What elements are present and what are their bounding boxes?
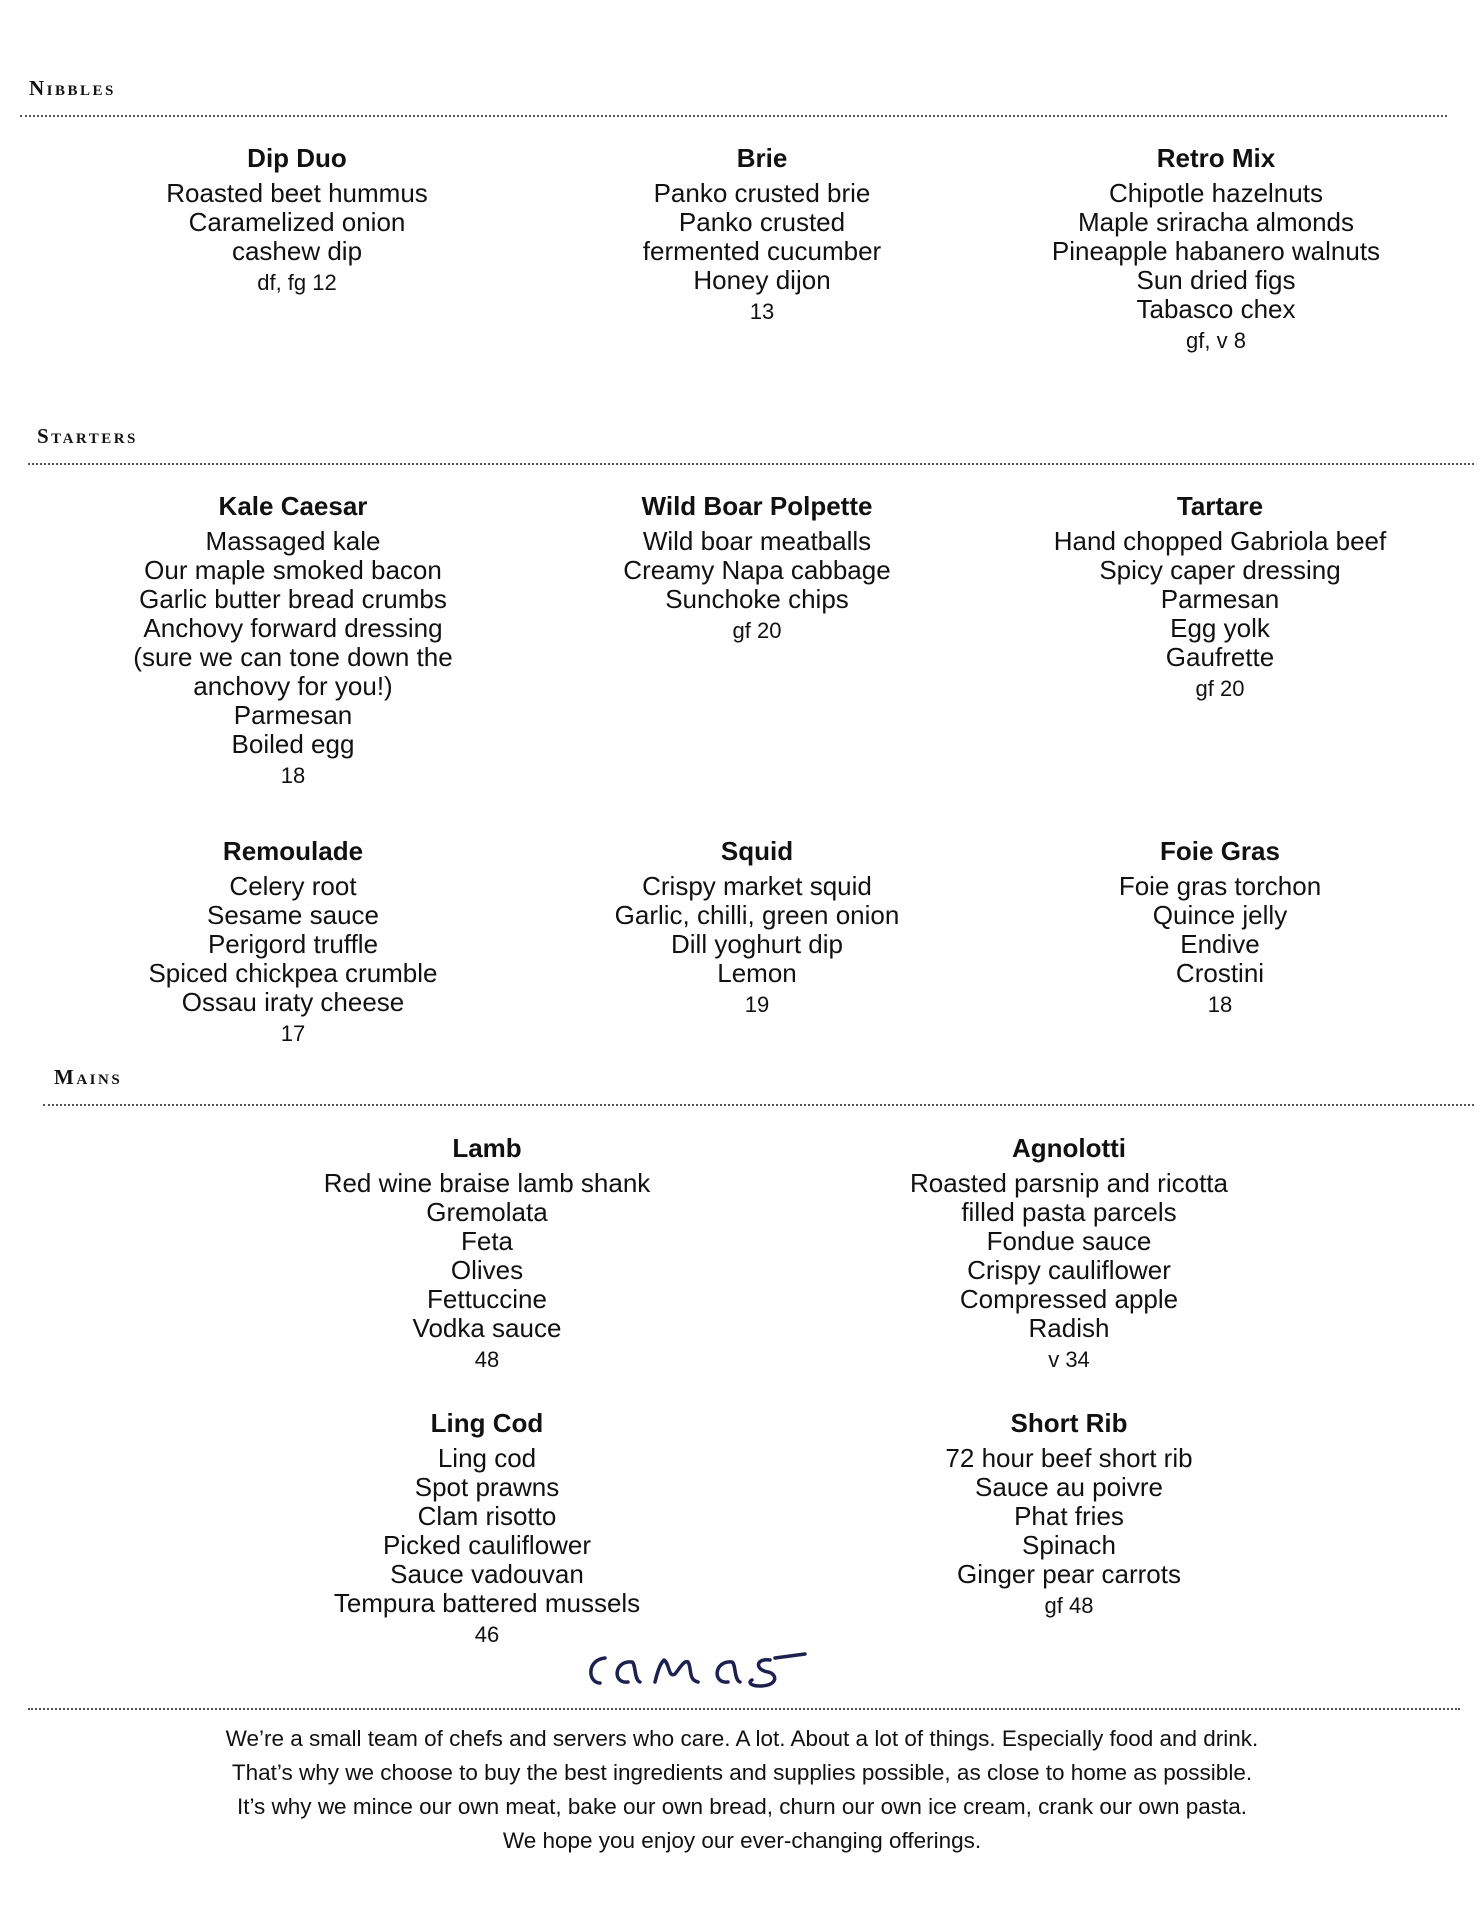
item-description-line: Hand chopped Gabriola beef bbox=[1053, 526, 1387, 556]
item-description-line: Creamy Napa cabbage bbox=[623, 555, 891, 585]
item-description-line: Pineapple habanero walnuts bbox=[1051, 236, 1381, 266]
item-description-line: Celery root bbox=[229, 871, 357, 901]
item-name: Squid bbox=[720, 836, 794, 866]
footer-line: We’re a small team of chefs and servers who care. A lot. About a lot of things. Especially food and drink. bbox=[225, 1726, 1259, 1751]
footer-statement bbox=[0, 1722, 1484, 1858]
item-price: 18 bbox=[280, 763, 306, 788]
item-description-line: Egg yolk bbox=[1170, 613, 1270, 643]
menu-item-short-rib bbox=[889, 1409, 1249, 1620]
item-description-line: Sunchoke chips bbox=[665, 584, 849, 614]
item-name: Kale Caesar bbox=[218, 491, 368, 521]
item-description-line: Panko crusted bbox=[678, 207, 846, 237]
item-name: Remoulade bbox=[222, 836, 364, 866]
menu-item-dip-duo bbox=[147, 144, 447, 297]
item-price: v 34 bbox=[1048, 1347, 1090, 1372]
item-description-line: Crispy market squid bbox=[642, 871, 872, 901]
item-description-line: 72 hour beef short rib bbox=[945, 1443, 1193, 1473]
footer-line: We hope you enjoy our ever-changing offerings. bbox=[502, 1828, 982, 1853]
item-description-line: Vodka sauce bbox=[412, 1313, 562, 1343]
section-divider bbox=[28, 463, 1474, 465]
item-price: 48 bbox=[474, 1347, 500, 1372]
item-description-line: Roasted beet hummus bbox=[166, 178, 428, 208]
menu-item-foie-gras bbox=[1040, 837, 1400, 1019]
item-description-line: Ossau iraty cheese bbox=[181, 987, 405, 1017]
item-description-line: Compressed apple bbox=[959, 1284, 1179, 1314]
item-description-line: Radish bbox=[1028, 1313, 1110, 1343]
item-description-line: Crispy cauliflower bbox=[967, 1255, 1171, 1285]
menu-item-brie bbox=[612, 144, 912, 326]
item-description-line: Garlic butter bread crumbs bbox=[139, 584, 447, 614]
item-description-line: Sesame sauce bbox=[207, 900, 379, 930]
item-description-line: Red wine braise lamb shank bbox=[323, 1168, 651, 1198]
item-description-line: Roasted parsnip and ricotta bbox=[910, 1168, 1228, 1198]
item-description-line: Maple sriracha almonds bbox=[1077, 207, 1354, 237]
item-price: 19 bbox=[744, 992, 770, 1017]
item-description-line: Gremolata bbox=[426, 1197, 548, 1227]
footer-divider bbox=[28, 1708, 1460, 1710]
item-description-line: Perigord truffle bbox=[207, 929, 379, 959]
item-price: gf 48 bbox=[1044, 1593, 1094, 1618]
menu-item-wild-boar-polpette bbox=[577, 492, 937, 645]
item-description-line: Spinach bbox=[1022, 1530, 1116, 1560]
item-description-line: Phat fries bbox=[1014, 1501, 1124, 1531]
item-price: gf, v 8 bbox=[1186, 328, 1246, 353]
menu-item-retro-mix bbox=[1036, 144, 1396, 355]
item-name: Short Rib bbox=[1010, 1408, 1128, 1438]
item-description-line: Parmesan bbox=[233, 700, 353, 730]
item-description-line: Sauce au poivre bbox=[975, 1472, 1163, 1502]
item-description-line: Spicy caper dressing bbox=[1099, 555, 1341, 585]
item-description-line: Dill yoghurt dip bbox=[671, 929, 843, 959]
item-description-line: Parmesan bbox=[1160, 584, 1280, 614]
item-name: Agnolotti bbox=[1011, 1133, 1127, 1163]
item-description-line: Crostini bbox=[1175, 958, 1265, 988]
item-description-line: anchovy for you!) bbox=[193, 671, 393, 701]
item-description-line: cashew dip bbox=[231, 236, 363, 266]
item-price: 13 bbox=[749, 299, 775, 324]
item-description-line: Tempura battered mussels bbox=[333, 1588, 641, 1618]
item-description-line: Spot prawns bbox=[414, 1472, 560, 1502]
item-description-line: Feta bbox=[460, 1226, 514, 1256]
menu-item-lamb bbox=[307, 1134, 667, 1374]
section-title-mains: Mains bbox=[54, 1065, 123, 1089]
item-description-line: Ginger pear carrots bbox=[957, 1559, 1181, 1589]
item-price: 46 bbox=[474, 1622, 500, 1647]
item-description-line: Gaufrette bbox=[1165, 642, 1275, 672]
menu-item-remoulade bbox=[113, 837, 473, 1048]
item-description-line: Endive bbox=[1180, 929, 1260, 959]
menu-item-kale-caesar bbox=[113, 492, 473, 790]
item-description-line: Ling cod bbox=[437, 1443, 537, 1473]
item-price: 17 bbox=[280, 1021, 306, 1046]
menu-item-agnolotti bbox=[889, 1134, 1249, 1374]
item-name: Wild Boar Polpette bbox=[641, 491, 873, 521]
item-description-line: Olives bbox=[450, 1255, 524, 1285]
item-description-line: Fondue sauce bbox=[986, 1226, 1152, 1256]
menu-item-tartare bbox=[1040, 492, 1400, 703]
item-description-line: Lemon bbox=[717, 958, 797, 988]
item-description-line: Tabasco chex bbox=[1136, 294, 1296, 324]
item-name: Dip Duo bbox=[247, 143, 347, 173]
item-name: Brie bbox=[736, 143, 788, 173]
item-name: Ling Cod bbox=[430, 1408, 544, 1438]
footer-line: That’s why we choose to buy the best ingredients and supplies possible, as close to home as possible. bbox=[231, 1760, 1253, 1785]
item-description-line: filled pasta parcels bbox=[961, 1197, 1177, 1227]
item-description-line: Garlic, chilli, green onion bbox=[614, 900, 900, 930]
item-description-line: Honey dijon bbox=[693, 265, 831, 295]
item-description-line: Massaged kale bbox=[205, 526, 381, 556]
menu-item-squid bbox=[577, 837, 937, 1019]
item-price: gf 20 bbox=[1195, 676, 1245, 701]
item-description-line: Panko crusted brie bbox=[653, 178, 871, 208]
item-description-line: Picked cauliflower bbox=[382, 1530, 592, 1560]
item-description-line: Sauce vadouvan bbox=[390, 1559, 584, 1589]
item-description-line: Wild boar meatballs bbox=[642, 526, 872, 556]
item-description-line: Quince jelly bbox=[1152, 900, 1288, 930]
item-description-line: Clam risotto bbox=[417, 1501, 557, 1531]
camas-logo bbox=[580, 1640, 900, 1705]
item-price: df, fg 12 bbox=[257, 270, 337, 295]
item-name: Retro Mix bbox=[1156, 143, 1276, 173]
section-title-nibbles: Nibbles bbox=[29, 76, 116, 100]
item-description-line: Chipotle hazelnuts bbox=[1109, 178, 1323, 208]
item-name: Lamb bbox=[452, 1133, 522, 1163]
item-description-line: Boiled egg bbox=[231, 729, 355, 759]
item-description-line: Sun dried figs bbox=[1136, 265, 1296, 295]
item-description-line: Caramelized onion bbox=[188, 207, 406, 237]
section-divider bbox=[43, 1104, 1474, 1106]
item-description-line: Our maple smoked bacon bbox=[144, 555, 442, 585]
item-price: gf 20 bbox=[732, 618, 782, 643]
section-divider bbox=[20, 115, 1447, 117]
item-description-line: Foie gras torchon bbox=[1118, 871, 1322, 901]
menu-item-ling-cod bbox=[307, 1409, 667, 1649]
section-title-starters: Starters bbox=[37, 424, 138, 448]
item-description-line: fermented cucumber bbox=[642, 236, 882, 266]
footer-line: It’s why we mince our own meat, bake our own bread, churn our own ice cream, crank our own pasta. bbox=[236, 1794, 1248, 1819]
item-name: Tartare bbox=[1176, 491, 1264, 521]
item-price: 18 bbox=[1207, 992, 1233, 1017]
item-description-line: Spiced chickpea crumble bbox=[148, 958, 438, 988]
item-description-line: (sure we can tone down the bbox=[133, 642, 453, 672]
item-description-line: Anchovy forward dressing bbox=[143, 613, 443, 643]
item-description-line: Fettuccine bbox=[427, 1284, 547, 1314]
item-name: Foie Gras bbox=[1160, 836, 1280, 866]
